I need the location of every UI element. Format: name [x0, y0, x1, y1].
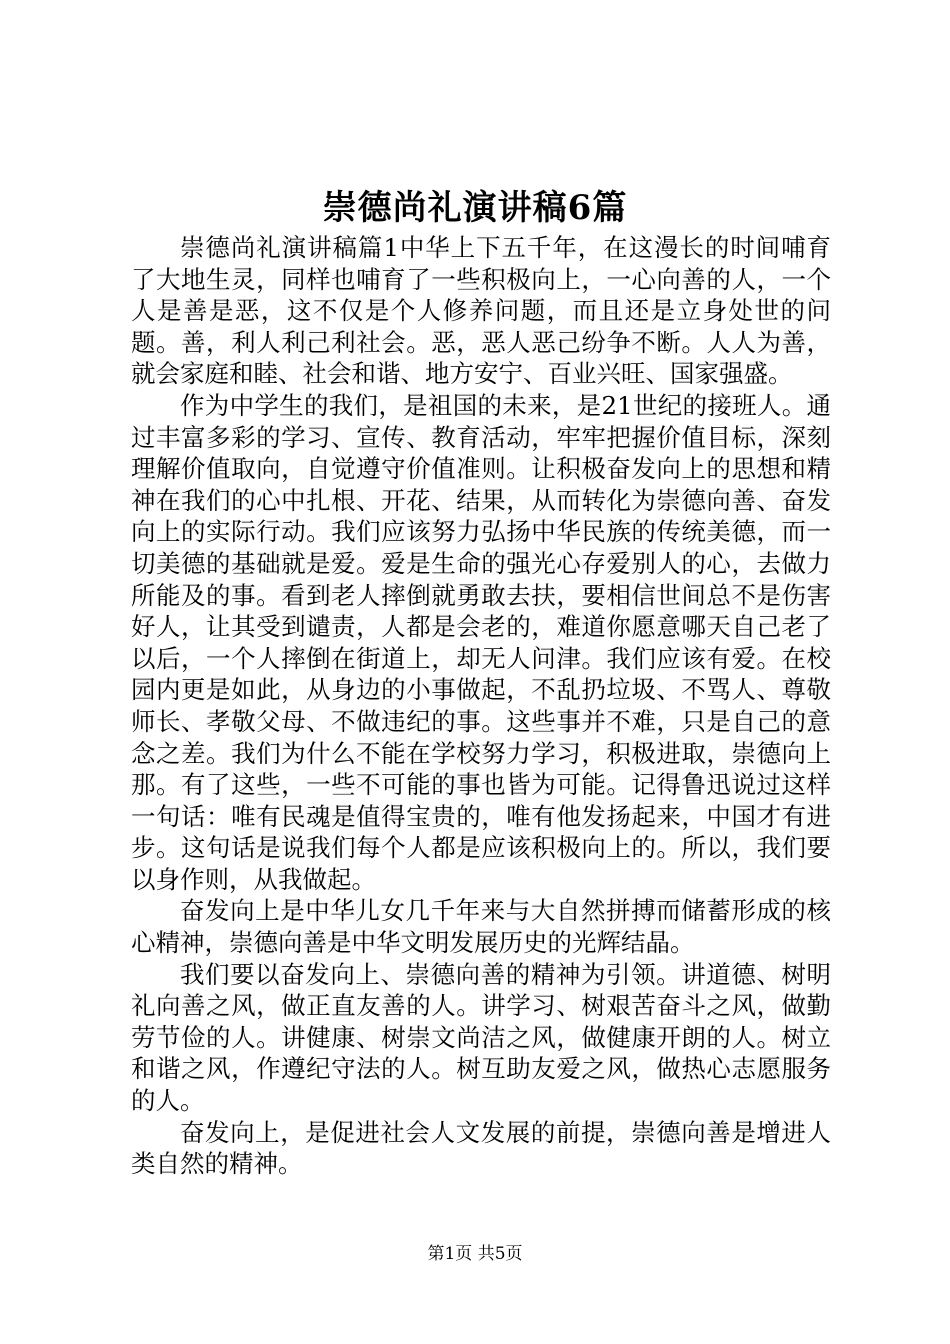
paragraph-3: 奋发向上是中华儿女几千年来与大自然拼搏而储蓄形成的核心精神，崇德向善是中华文明发展历史的光辉结晶。 [131, 896, 831, 958]
document-body [131, 232, 831, 1180]
paragraph-5: 奋发向上，是促进社会人文发展的前提，崇德向善是增进人类自然的精神。 [131, 1117, 831, 1179]
paragraph-4: 我们要以奋发向上、崇德向善的精神为引领。讲道德、树明礼向善之风，做正直友善的人。讲学习、树艰苦奋斗之风，做勤劳节俭的人。讲健康、树崇文尚洁之风，做健康开朗的人。树立和谐之风，作遵纪守法的人。树互助友爱之风，做热心志愿服务的人。 [131, 959, 831, 1116]
page-number-footer: 第1页 共5页 [427, 1244, 523, 1264]
paragraph-2: 作为中学生的我们，是祖国的未来，是21世纪的接班人。通过丰富多彩的学习、宣传、教育活动，牢牢把握价值目标，深刻理解价值取向，自觉遵守价值准则。让积极奋发向上的思想和精神在我们的心中扎根、开花、结果，从而转化为崇德向善、奋发向上的实际行动。我们应该努力弘扬中华民族的传统美德，而一切美德的基础就是爱。爱是生命的强光心存爱别人的心，去做力所能及的事。看到老人摔倒就勇敢去扶，要相信世间总不是伤害好人，让其受到谴责，人都是会老的，难道你愿意哪天自己老了以后，一个人摔倒在街道上，却无人问津。我们应该有爱。在校园内更是如此，从身边的小事做起，不乱扔垃圾、不骂人、尊敬师长、孝敬父母、不做违纪的事。这些事并不难，只是自己的意念之差。我们为什么不能在学校努力学习，积极进取，崇德向上那。有了这些，一些不可能的事也皆为可能。记得鲁迅说过这样一句话：唯有民魂是值得宝贵的，唯有他发扬起来，中国才有进步。这句话是说我们每个人都是应该积极向上的。所以，我们要以身作则，从我做起。 [131, 390, 831, 894]
document-title: 崇德尚礼演讲稿6篇 [322, 188, 628, 228]
paragraph-1: 崇德尚礼演讲稿篇1中华上下五千年，在这漫长的时间哺育了大地生灵，同样也哺育了一些积极向上，一心向善的人，一个人是善是恶，这不仅是个人修养问题，而且还是立身处世的问题。善，利人利己利社会。恶，恶人恶己纷争不断。人人为善，就会家庭和睦、社会和谐、地方安宁、百业兴旺、国家强盛。 [131, 233, 831, 389]
